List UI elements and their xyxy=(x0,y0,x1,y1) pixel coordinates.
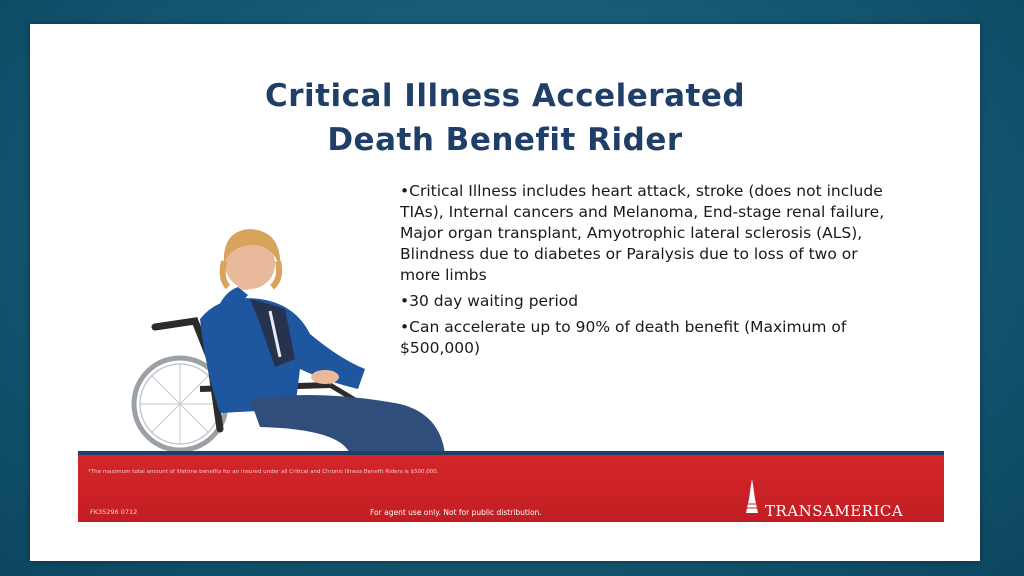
woman-in-wheelchair-photo xyxy=(100,199,480,454)
form-code: FK35296 0712 xyxy=(90,508,138,516)
footer-disclaimer: *The maximum total amount of lifetime benefits for an insured under all Critical and Chronic Illness Benefit Riders is $500,000. xyxy=(88,469,439,475)
pyramid-icon xyxy=(742,479,762,515)
slide-title xyxy=(30,74,980,162)
bullet-accelerate: • Can accelerate up to 90% of death benefit (Maximum of $500,000) xyxy=(400,317,900,359)
slide-title-line-2: Death Benefit Rider xyxy=(327,122,683,158)
slide xyxy=(30,24,980,561)
bullet-critical-illness: • Critical Illness includes heart attack, stroke (does not include TIAs), Internal cancers and Melanoma, End-stage renal failure, Major organ transplant, Amyotrophic lateral sclerosis (ALS), Blindness due to diabetes or Paralysis due to loss of two or more limbs xyxy=(400,181,900,286)
brand-name: TRANSAMERICA xyxy=(765,502,904,520)
agent-use-note: For agent use only. Not for public distribution. xyxy=(370,508,542,517)
footer-banner xyxy=(78,455,944,522)
transamerica-logo xyxy=(742,479,932,520)
slide-title-line-1: Critical Illness Accelerated xyxy=(264,78,746,114)
bullet-waiting-period: • 30 day waiting period xyxy=(400,291,900,312)
